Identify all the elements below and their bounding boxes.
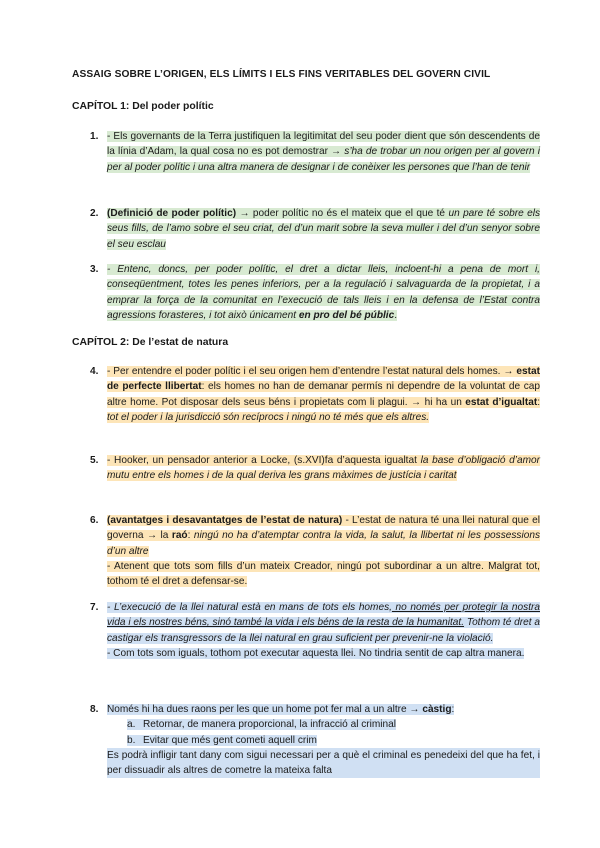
list-item-2 xyxy=(90,206,540,252)
item-italic-text: un pare té sobre els seus fills, de l’amo sobre el seu criat, del d’un marit sobre la seva muller i del d’un senyor sobre el seu esclau xyxy=(107,208,541,250)
item-number: 7. xyxy=(90,602,99,613)
item-bold-italic-text: en pro del bé públic xyxy=(298,309,395,321)
item-italic-text: Tothom té dret a castigar els transgressors de la llei natural en grau suficient per prevenir-ne la violació. xyxy=(107,617,540,644)
item-paragraph: Es podrà infligir tant dany com sigui necessari per a què el criminal es penedeixi del que ha fet, i per dissuadir als altres de cometre la mateixa falta xyxy=(107,748,540,779)
item-text: - Per entendre el poder polític i el seu origen hem d’entendre l’estat natural dels homes. → xyxy=(107,366,517,377)
item-number: 2. xyxy=(90,208,99,219)
item-text: - Els governants de la Terra justifiquen la legitimitat del seu poder dient que són descendents de la línia d’Adam, la qual cosa no es pot demostrar → xyxy=(107,131,540,158)
list-item-1 xyxy=(90,129,540,175)
sub-item-text: Retornar, de manera proporcional, la infracció al criminal xyxy=(143,719,397,731)
item-number: 1. xyxy=(90,131,99,142)
sub-item-text: Evitar que més gent cometi aquell crim xyxy=(143,734,317,746)
item-italic-text: s’ha de trobar un nou origen per al govern i per al poder polític i una altra manera de designar i de conèixer les persones que l’han de tenir xyxy=(107,146,540,173)
item-italic-text: - Entenc, doncs, per poder polític, el dret a dictar lleis, incloent-hi a pena de mort i, conseqüentment, totes les penes inferiors, per a la regulació i salvaguarda de la propietat, i a emprar la força de la comunitat en l’execució de tals lleis i en la defensa de l’Estat contra agressions forasteres, i tot això únicament xyxy=(107,264,540,321)
item-text: - Hooker, un pensador anterior a Locke, (s.XVI)fa d’aquesta igualtat xyxy=(107,455,421,466)
item-text: : xyxy=(537,396,540,408)
document-title: ASSAIG SOBRE L’ORIGEN, ELS LÍMITS I ELS FINS VERITABLES DEL GOVERN CIVIL xyxy=(72,69,491,80)
item-number: 6. xyxy=(90,515,99,526)
item-text: : xyxy=(451,704,455,715)
item-bold-text: raó xyxy=(171,530,188,542)
item-number: 8. xyxy=(90,704,99,715)
item-bold-text: estat d’igualtat xyxy=(465,396,538,408)
sub-item-letter: b. xyxy=(127,734,136,746)
chapter-label: CAPÍTOL 1: xyxy=(72,101,130,112)
list-item-6 xyxy=(90,513,540,589)
sub-item-b xyxy=(107,733,540,748)
chapter-2-heading xyxy=(72,337,228,348)
chapter-name: De l’estat de natura xyxy=(132,337,229,348)
item-number: 3. xyxy=(90,264,99,275)
list-item-4 xyxy=(90,364,540,425)
item-text: - L’estat de natura té una llei natural que el governa → la xyxy=(107,515,540,542)
item-bold-text: estat de perfecte llibertat xyxy=(107,366,540,393)
sub-item-letter: a. xyxy=(127,719,136,731)
item-text: : els homes no han de demanar permís ni dependre de la voluntat de cap altre home. Pot disposar dels seus béns i propietats com li plagui. → hi ha un xyxy=(107,381,540,408)
chapter-label: CAPÍTOL 2: xyxy=(72,337,130,348)
item-text: Només hi ha dues raons per les que un home pot fer mal a un altre → xyxy=(107,704,423,715)
item-italic-text: - L’execució de la llei natural està en mans de tots els homes, xyxy=(107,602,392,613)
item-bold-text: càstig xyxy=(422,704,452,715)
item-paragraph: - Com tots som iguals, tothom pot executar aquesta llei. No tindria sentit de cap altra manera. xyxy=(107,647,525,659)
item-italic-text: la base d’obligació d’amor mutu entre els homes i de la qual deriva les grans màximes de justícia i caritat xyxy=(107,455,540,482)
item-text: . xyxy=(394,309,398,321)
list-item-7 xyxy=(90,600,540,661)
item-text: → poder polític no és el mateix que el que té xyxy=(236,208,449,219)
item-bold-text: (Definició de poder polític) xyxy=(107,208,237,219)
list-item-3 xyxy=(90,262,540,323)
list-item-5 xyxy=(90,453,540,484)
item-number: 4. xyxy=(90,366,99,377)
sub-item-a xyxy=(107,717,540,732)
item-paragraph: - Atenent que tots som fills d’un mateix Creador, ningú pot subordinar a un altre. Malgrat tot, tothom té el dret a defensar-se. xyxy=(107,560,540,588)
list-item-8 xyxy=(90,702,540,778)
item-italic-text: ningú no ha d’atemptar contra la vida, la salut, la llibertat ni les possessions d’un altre xyxy=(107,530,540,557)
item-italic-text: tot el poder i la jurisdicció són recíprocs i ningú no té més que els altres. xyxy=(107,411,430,423)
chapter-name: Del poder polític xyxy=(132,101,214,112)
item-underlined-text: no només per protegir la nostra vida i els nostres béns, sinó també la vida i els béns de la resta de la humanitat. xyxy=(107,602,540,629)
item-text: : xyxy=(187,530,194,542)
item-number: 5. xyxy=(90,455,99,466)
chapter-1-heading xyxy=(72,101,214,112)
item-bold-text: (avantatges i desavantatges de l’estat de natura) xyxy=(107,515,343,526)
